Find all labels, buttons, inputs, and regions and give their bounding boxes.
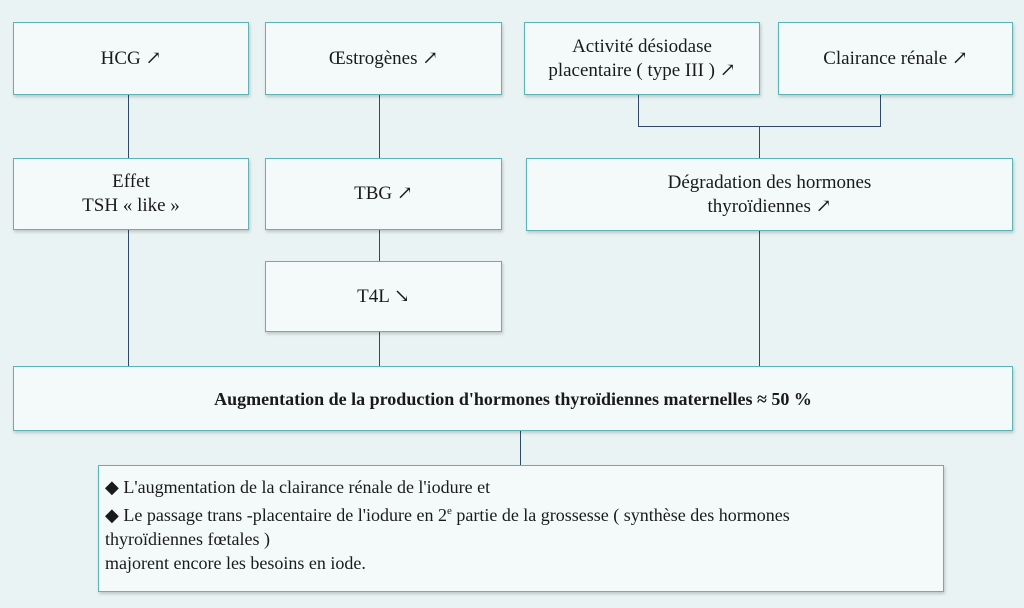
degradation-label-line2: thyroïdiennes ↗ [707,195,832,217]
tbg-label: TBG ↗ [354,183,413,204]
degradation-box [526,158,1013,231]
connector-t4l-result [379,332,380,366]
connector-degradation-result [759,231,760,366]
desiodase-label-line2: placentaire ( type III ) ↗ [548,59,736,81]
tbg-box [265,158,502,230]
hcg-label: HCG ↗ [100,47,162,69]
connector-clairance-down [880,95,881,126]
connector-hcg-effet [128,95,129,158]
connector-result-notes [520,431,521,466]
result-box [13,366,1013,431]
notes-line-2-end: partie de la grossesse ( synthèse des hormones [451,505,790,525]
connector-tbg-t4l [379,230,380,261]
oestrogenes-box [265,22,502,95]
oestrogenes-label: Œstrogènes ↗ [328,47,439,69]
connector-effet-result [128,230,129,366]
clairance-label: Clairance rénale ↗ [823,47,968,69]
t4l-box [265,261,502,332]
t4l-label: T4L ↘ [357,285,410,307]
notes-line-2-start: ◆ Le passage trans -placentaire de l'iodure en 2 [105,505,447,525]
notes-line-2 [105,499,937,527]
clairance-box [778,22,1013,95]
notes-line-4: majorent encore les besoins en iode. [105,553,366,573]
notes-line-1: ◆ L'augmentation de la clairance rénale de l'iodure et [105,477,491,497]
notes-superscript: e [446,505,452,517]
desiodase-label-line1: Activité désiodase [572,35,712,57]
result-label: Augmentation de la production d'hormones thyroïdiennes maternelles ≈ 50 % [214,388,812,409]
connector-desiodase-down [638,95,639,126]
connector-join-degradation [759,126,760,158]
notes-line-3: thyroïdiennes fœtales ) [105,529,270,549]
degradation-label-line1: Dégradation des hormones [667,171,872,193]
notes-box [98,465,944,592]
effet-label-line2: TSH « like » [82,195,180,216]
hcg-box [13,22,249,95]
effet-box [13,158,249,230]
connector-oestrogenes-tbg [379,95,380,158]
desiodase-box [524,22,760,95]
effet-label-line1: Effet [112,171,150,192]
